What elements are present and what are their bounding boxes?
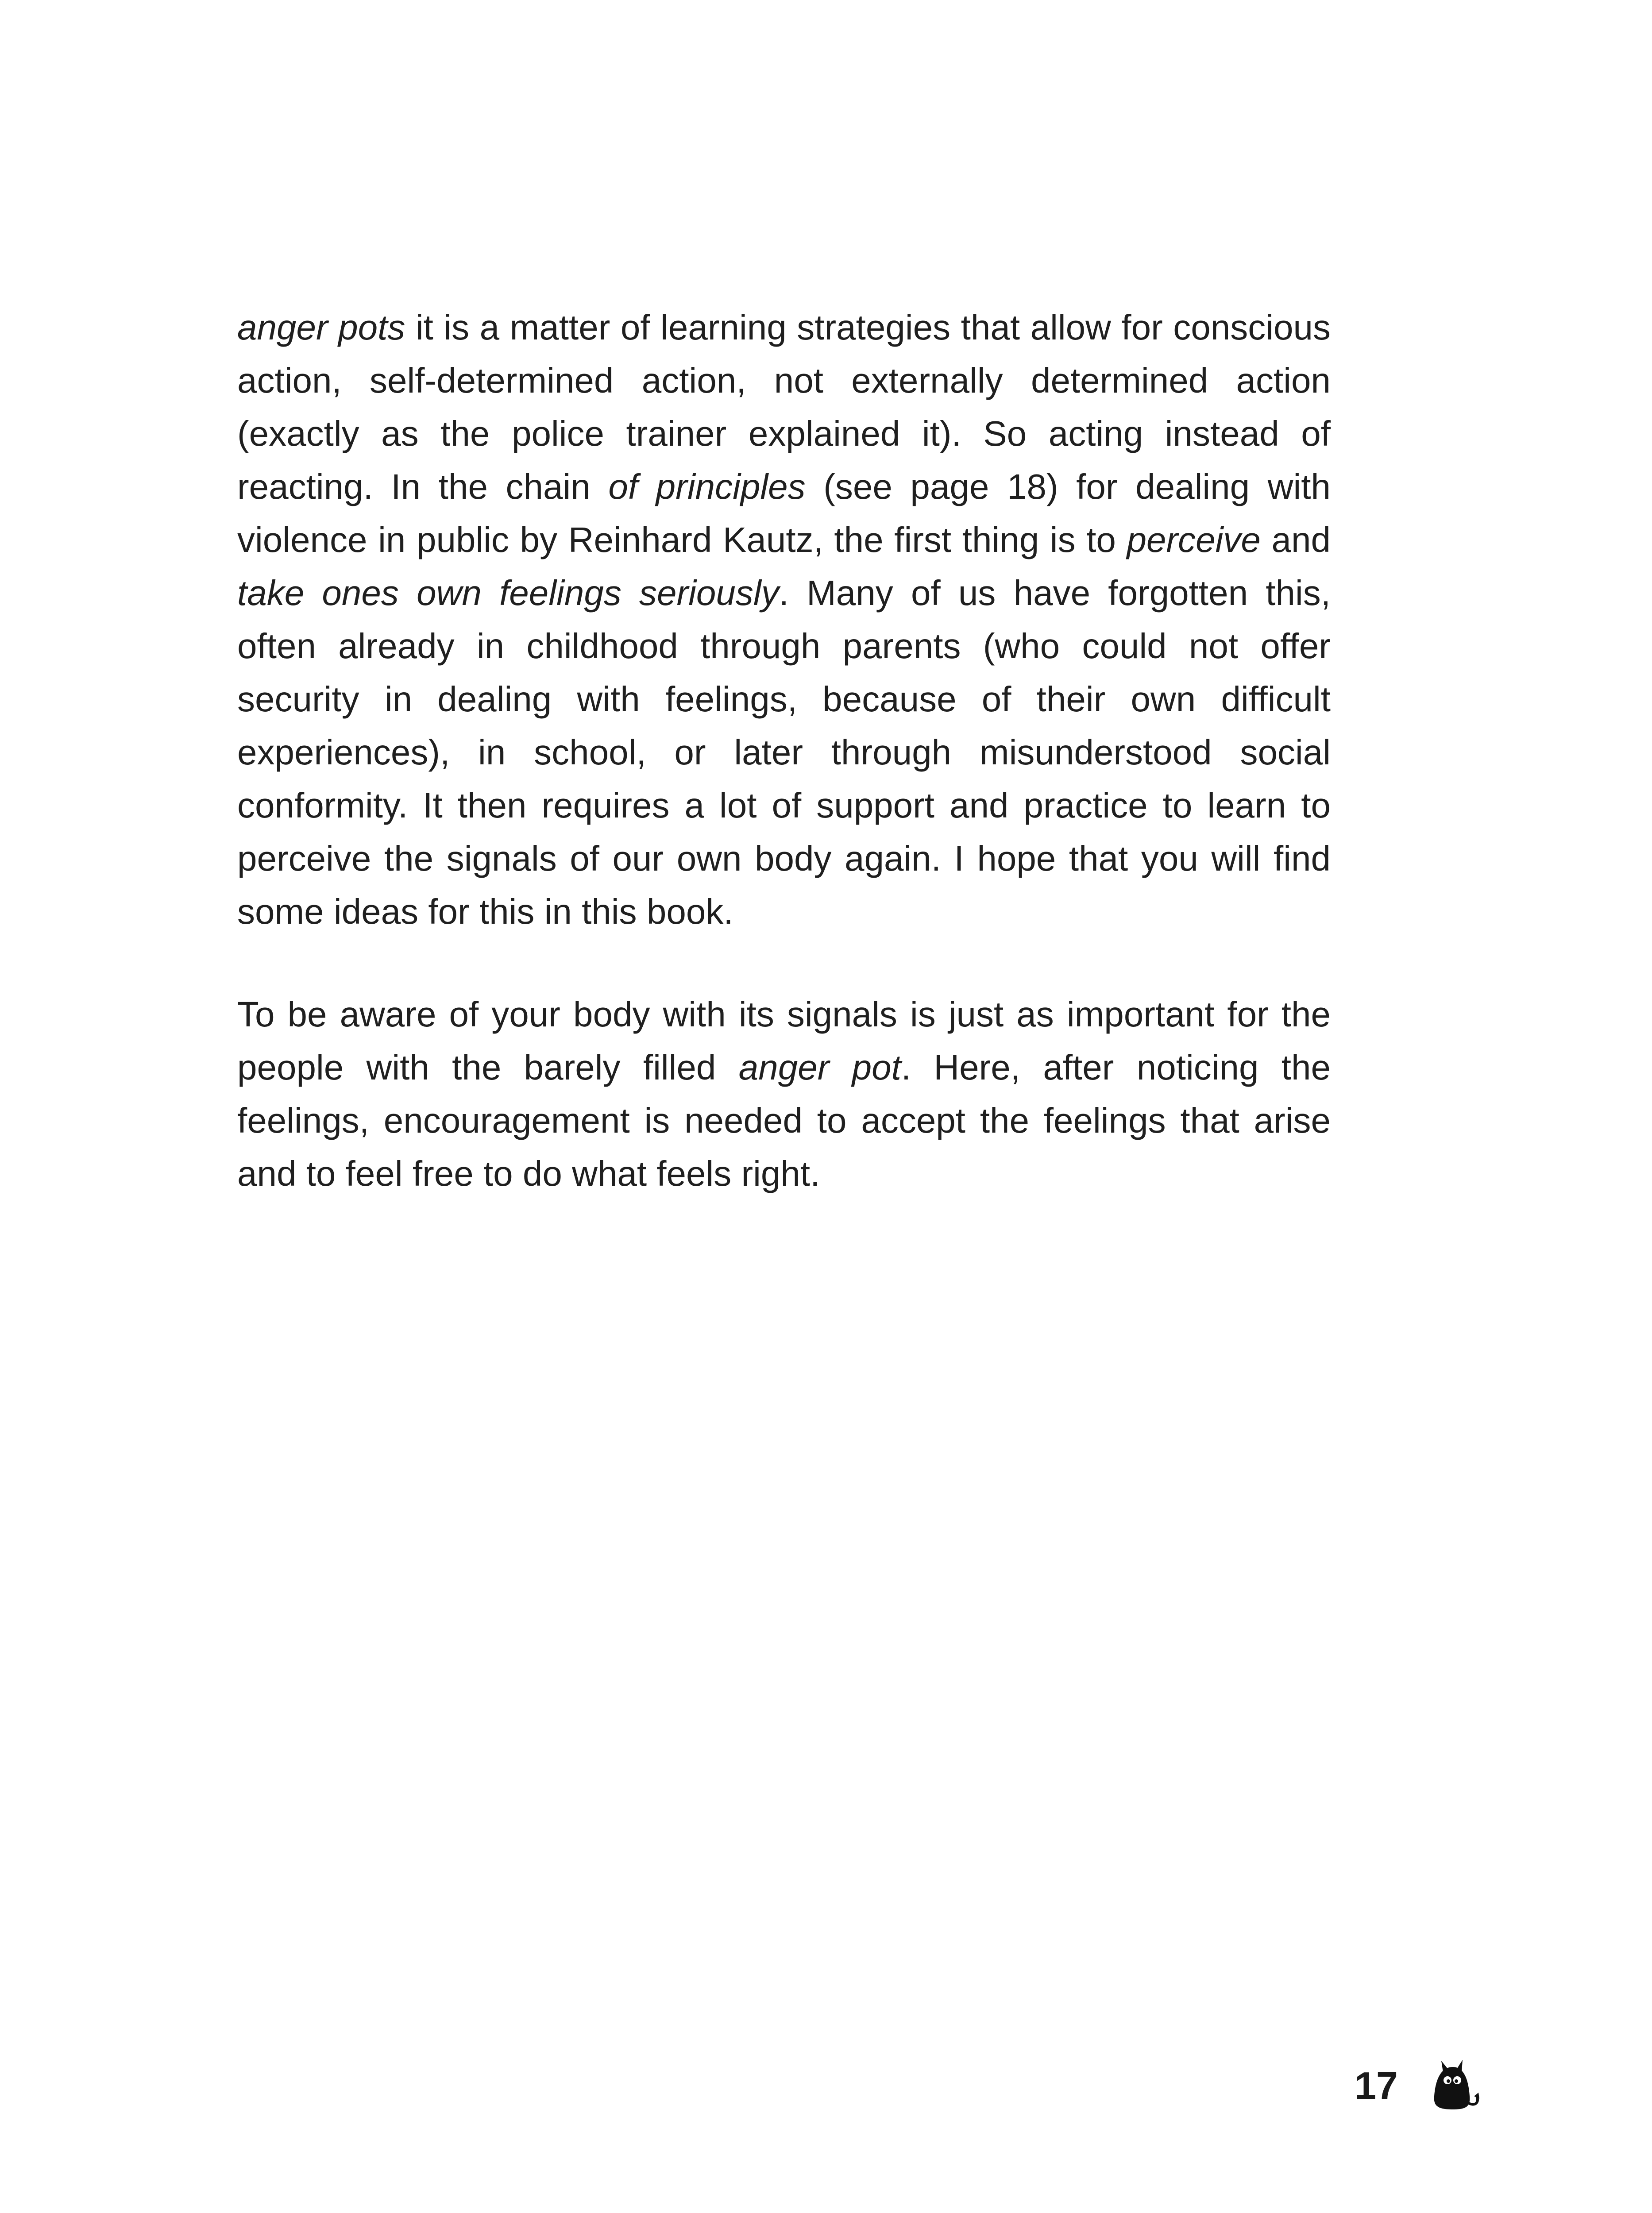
italic-term: anger pots [237, 308, 405, 347]
page-number: 17 [1355, 2064, 1398, 2108]
text-run: . Many of us have forgotten this, often already in childhood through parents (who could not offer security in dealing with feelings, because of their own difficult experiences), in school, or later through misunderstood social conformity. It then requires a lot of support and practice to learn to perceive the signals of our own body again. I hope that you will find some ideas for this in this book. [237, 573, 1331, 931]
italic-term: of principles [608, 467, 806, 506]
text-run: and [1260, 520, 1331, 559]
body-text [237, 301, 1331, 1200]
text-run: it is a matter of learning strategies that allow for conscious action, self-determined action, not externally determined action (exactly as the police trainer explained it). So acting instead of reacting. In the chain [237, 308, 1331, 506]
text-run: To be aware of your body with its signals is just as important for the people with the barely filled [237, 995, 1331, 1087]
italic-term: perceive [1127, 520, 1261, 559]
text-run: . Here, after noticing the feelings, encouragement is needed to accept the feelings that arise and to feel free to do what feels right. [237, 1048, 1331, 1193]
little-devil-mascot-icon [1424, 2057, 1482, 2115]
italic-term: anger pot [738, 1048, 901, 1087]
page-footer [1355, 2057, 1482, 2115]
paragraph-1 [237, 301, 1331, 938]
italic-term: take ones own feelings seriously [237, 573, 779, 613]
text-run: (see page 18) for dealing with violence in public by Reinhard Kautz, the first thing is to [237, 467, 1331, 559]
paragraph-2 [237, 988, 1331, 1200]
